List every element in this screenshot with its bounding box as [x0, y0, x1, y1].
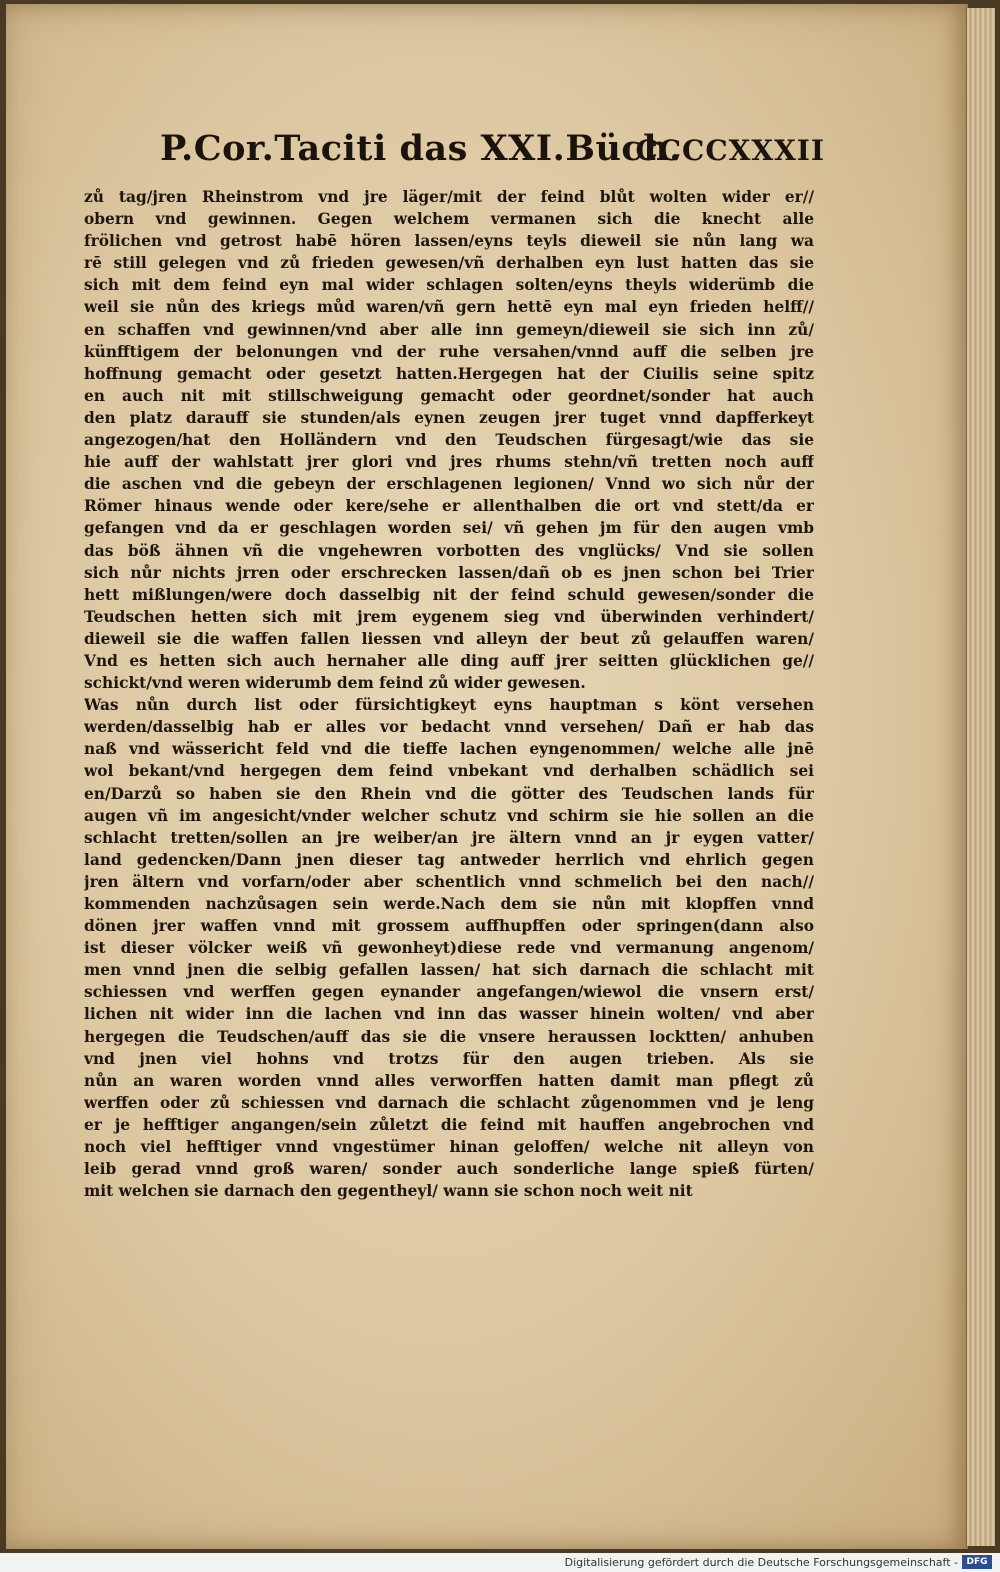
text-line: frölichen vnd getrost habē hören lassen/eyns teyls dieweil sie nůn lang wa: [84, 232, 814, 251]
text-line: schlacht tretten/sollen an jre weiber/an jre ältern vnnd an jr eygen vatter/: [84, 828, 814, 847]
text-line: lichen nit wider inn die lachen vnd inn das wasser hinein wolten/ vnd aber: [84, 1005, 814, 1024]
text-line: naß vnd wässericht feld vnd die tieffe lachen eyngenommen/ welche alle jnē: [84, 740, 814, 759]
text-line: en auch nit mit stillschweigung gemacht oder geordnet/sonder hat auch: [84, 386, 814, 405]
text-line: Teudschen hetten sich mit jrem eygenem sieg vnd überwinden verhindert/: [84, 607, 814, 626]
text-line: augen vñ im angesicht/vnder welcher schutz vnd schirm sie hie sollen an die: [84, 806, 814, 825]
text-line: leib gerad vnnd groß waren/ sonder auch sonderliche lange spieß fürten/: [84, 1160, 814, 1179]
text-line: rē still gelegen vnd zů frieden gewesen/vñ derhalben eyn lust hatten das sie: [84, 254, 814, 273]
text-line: ist dieser völcker weiß vñ gewonheyt)diese rede vnd vermanung angenom/: [84, 939, 814, 958]
funding-credit: Digitalisierung gefördert durch die Deutsche Forschungsgemeinschaft -: [564, 1556, 958, 1569]
text-line: mit welchen sie darnach den gegentheyl/ wann sie schon noch weit nit: [84, 1182, 693, 1201]
text-line: Vnd es hetten sich auch hernaher alle ding auff jrer seitten glücklichen ge//: [84, 651, 814, 670]
text-line: sich mit dem feind eyn mal wider schlagen solten/eyns theyls widerümb die: [84, 276, 814, 295]
folio-number: CCCCXXXII: [635, 134, 825, 167]
text-line: Was nůn durch list oder fürsichtigkeyt eyns hauptman s könt versehen: [84, 696, 814, 715]
text-line: en schaffen vnd gewinnen/vnd aber alle inn gemeyn/dieweil sie sich inn zů/: [84, 320, 814, 339]
text-line: obern vnd gewinnen. Gegen welchem vermanen sich die knecht alle: [84, 210, 814, 229]
text-line: hett mißlungen/were doch dasselbig nit der feind schuld gewesen/sonder die: [84, 585, 814, 604]
text-line: werden/dasselbig hab er alles vor bedacht vnnd versehen/ Dañ er hab das: [84, 718, 814, 737]
text-line: zů tag/jren Rheinstrom vnd jre läger/mit der feind blůt wolten wider er//: [84, 188, 814, 206]
text-line: das böß ähnen vñ die vngehewren vorbotten des vnglücks/ Vnd sie sollen: [84, 541, 814, 560]
text-line: land gedencken/Dann jnen dieser tag antweder herrlich vnd ehrlich gegen: [84, 850, 814, 869]
text-line: Römer hinaus wende oder kere/sehe er allenthalben die ort vnd stett/da er: [84, 497, 814, 516]
page-fore-edge: [966, 8, 995, 1546]
text-line: die aschen vnd die gebeyn der erschlagenen legionen/ Vnnd wo sich nůr der: [84, 475, 814, 494]
text-line: hoffnung gemacht oder gesetzt hatten.Hergegen hat der Ciuilis seine spitz: [84, 364, 814, 383]
text-line: gefangen vnd da er geschlagen worden sei/ vñ gehen jm für den augen vmb: [84, 519, 814, 538]
text-line: angezogen/hat den Holländern vnd den Teudschen fürgesagt/wie das sie: [84, 431, 814, 450]
text-line: hergegen die Teudschen/auff das sie die vnsere heraussen locktten/ anhuben: [84, 1027, 814, 1046]
text-line: wol bekant/vnd hergegen dem feind vnbekant vnd derhalben schädlich sei: [84, 762, 814, 781]
running-head: [160, 128, 825, 180]
text-line: er je hefftiger angangen/sein zůletzt die feind mit hauffen angebrochen vnd: [84, 1115, 814, 1134]
text-line: künfftigem der belonungen vnd der ruhe versahen/vnnd auff die selben jre: [84, 342, 814, 361]
text-line: noch viel hefftiger vnnd vngestümer hinan geloffen/ welche nit alleyn von: [84, 1138, 814, 1157]
text-line: men vnnd jnen die selbig gefallen lassen/ hat sich darnach die schlacht mit: [84, 961, 814, 980]
text-line: nůn an waren worden vnnd alles verworffen hatten damit man pflegt zů: [84, 1071, 814, 1090]
dfg-logo: DFG: [962, 1555, 992, 1569]
text-line: sich nůr nichts jrren oder erschrecken lassen/dañ ob es jnen schon bei Trier: [84, 563, 814, 582]
text-line: hie auff der wahlstatt jrer glori vnd jres rhums stehn/vñ tretten noch auff: [84, 453, 814, 472]
text-line: dönen jrer waffen vnnd mit grossem auffhupffen oder springen(dann also: [84, 917, 814, 936]
running-head-title: P.Cor.Taciti das XXI.Büch.: [160, 128, 682, 169]
text-line: en/Darzů so haben sie den Rhein vnd die götter des Teudschen lands für: [84, 784, 814, 803]
text-line: vnd jnen viel hohns vnd trotzs für den augen trieben. Als sie: [84, 1049, 814, 1068]
text-line: den platz darauff sie stunden/als eynen zeugen jrer tuget vnnd dapfferkeyt: [84, 408, 814, 427]
text-line: weil sie nůn des kriegs můd waren/vñ gern hettē eyn mal eyn frieden helff//: [84, 298, 814, 317]
text-line: kommenden nachzůsagen sein werde.Nach dem sie nůn mit klopffen vnnd: [84, 895, 814, 913]
body-text: [84, 186, 814, 1202]
text-line: werffen oder zů schiessen vnd darnach die schlacht zůgenommen vnd je leng: [84, 1093, 814, 1112]
text-line: schickt/vnd weren widerumb dem feind zů wider gewesen.: [84, 674, 586, 693]
text-line: jren ältern vnd vorfarn/oder aber schentlich vnnd schmelich bei den nach//: [84, 872, 814, 891]
text-line: dieweil sie die waffen fallen liessen vnd alleyn der beut zů gelauffen waren/: [84, 629, 814, 648]
text-line: schiessen vnd werffen gegen eynander angefangen/wiewol die vnsern erst/: [84, 983, 814, 1002]
